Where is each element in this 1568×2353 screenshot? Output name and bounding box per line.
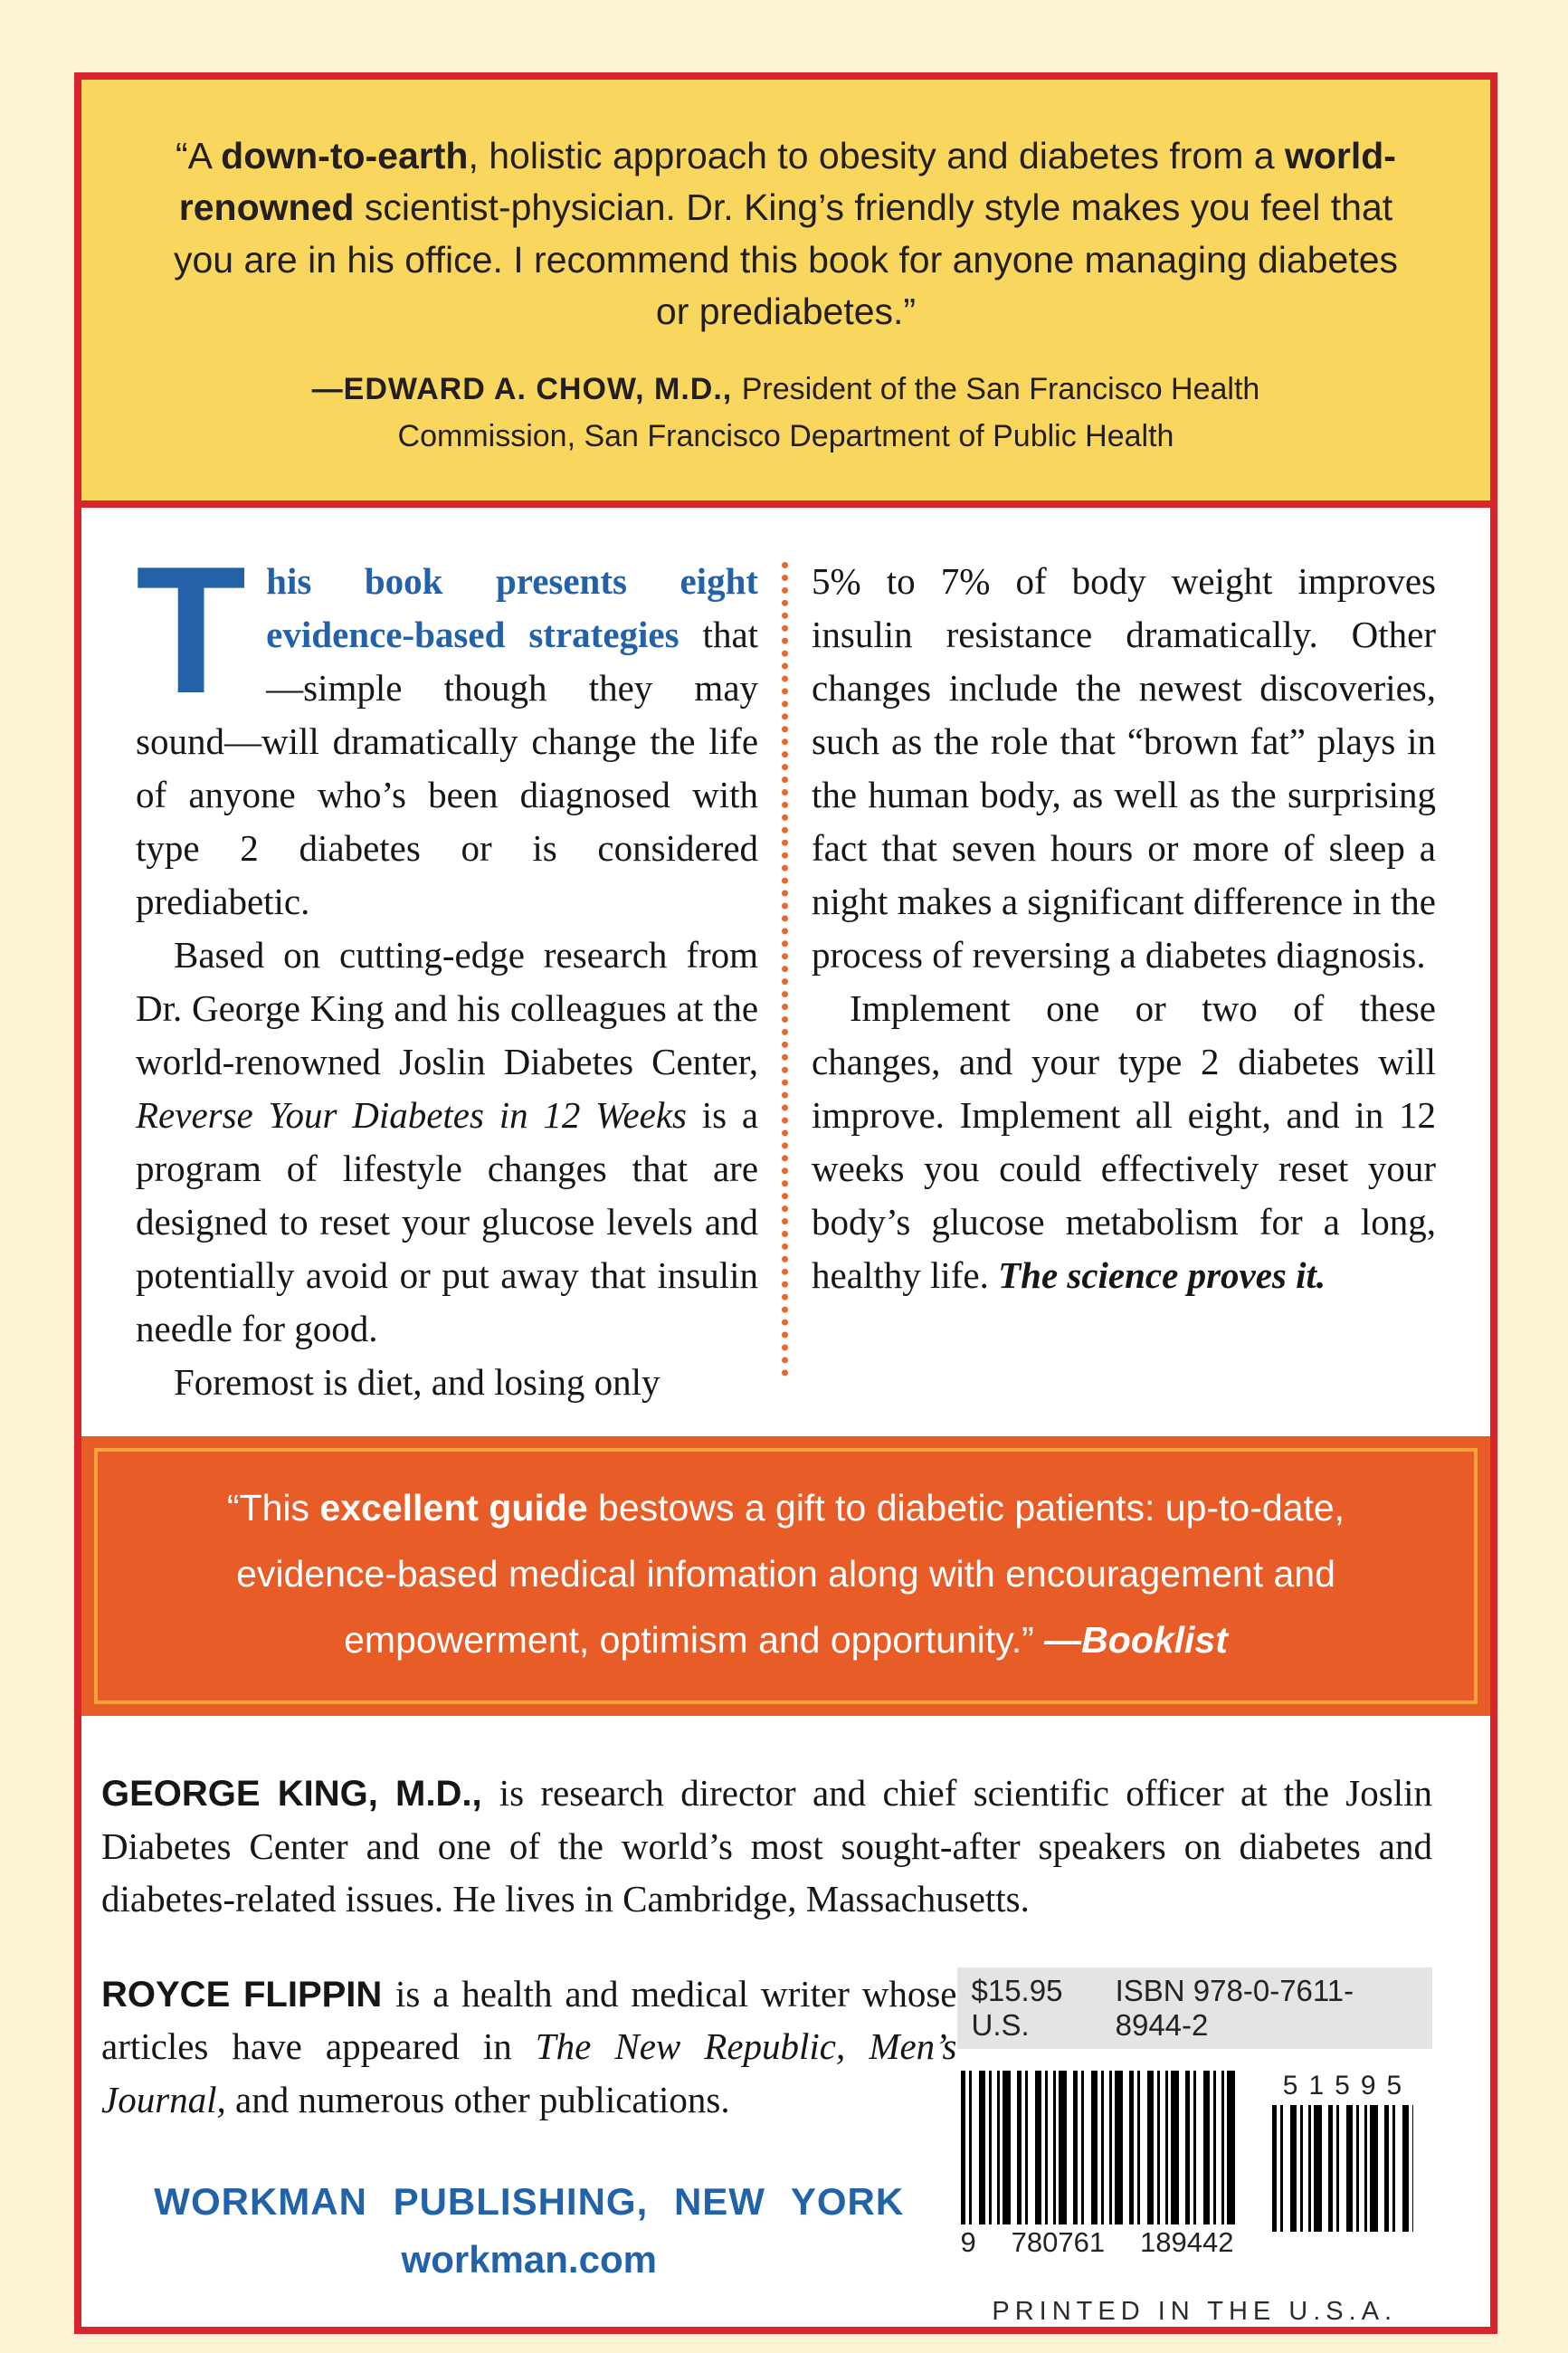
publisher-block <box>101 2180 957 2282</box>
ean-digit-group-2: 189442 <box>1140 2225 1234 2258</box>
ean-digit-group-1: 780761 <box>1011 2225 1106 2258</box>
right-paragraph-1: 5% to 7% of body weight improves insulin resistance dramatically. Other changes include the newest discoveries, such as the role that “brown fat” plays in the human body, as well as the surprising fact that seven hours or more of sleep a night makes a significant difference in the process of reversing a diabetes diagnosis. <box>812 559 1436 976</box>
booklist-quote-panel <box>81 1436 1490 1716</box>
author-section <box>81 1716 1490 2326</box>
supplement-digits: 51595 <box>1282 2070 1413 2101</box>
dotted-column-divider <box>782 562 788 1377</box>
top-quote-text: “A down-to-earth, holistic approach to obesity and diabetes from a world-renowned scientist-physician. Dr. King’s friendly style makes you feel that you are in his office. I recommend this book for anyone managing diabetes or prediabetes.” <box>173 135 1399 333</box>
drop-cap-letter: T <box>136 529 247 731</box>
price-label: $15.95 U.S. <box>971 1973 1063 2042</box>
booklist-quote-inner-border <box>94 1448 1478 1704</box>
body-right-column <box>812 555 1436 1410</box>
lead-paragraph <box>136 529 759 929</box>
left-paragraph-3: Foremost is diet, and losing only <box>174 1361 660 1404</box>
booklist-quote-text: “This excellent guide bestows a gift to diabetic patients: up-to-date, evidence-based medical infomation along with encouragement and empowerment, optimism and opportunity.” —Booklist <box>226 1487 1345 1662</box>
publisher-website: workman.com <box>401 2237 657 2281</box>
top-quote-attribution <box>248 366 1325 461</box>
attribution-name: —EDWARD A. CHOW, M.D., <box>311 371 742 406</box>
body-left-column <box>136 529 759 1410</box>
publisher-name: WORKMAN PUBLISHING, NEW YORK <box>154 2179 905 2223</box>
bottom-left-column <box>101 1967 957 2327</box>
top-quote-panel <box>81 80 1490 508</box>
ean-barcode-digits <box>961 2226 1240 2259</box>
supplement-barcode <box>1272 2071 1413 2259</box>
cover-frame <box>74 72 1497 2334</box>
author-bio-royce-flippin: ROYCE FLIPPIN is a health and medical writer whose articles have appeared in The New Republic, Men’s Journal, and numerous other publications. <box>101 1972 957 2120</box>
attribution-title: President of the San Francisco Health Commission, San Francisco Department of Public Health <box>397 371 1260 454</box>
isbn-label: ISBN 978-0-7611-8944-2 <box>1115 1973 1354 2042</box>
lead-blue-text: his book presents eight evidence-based strategies <box>266 559 759 655</box>
supplement-barcode-bars <box>1272 2105 1413 2232</box>
ean-barcode-bars <box>961 2071 1240 2224</box>
printed-in-usa-label: PRINTED IN THE U.S.A. <box>992 2296 1398 2326</box>
lead-rest-text: that—simple though they may sound—will dramatically change the life of anyone who’s been diagnosed with type 2 diabetes or is considered prediabetic. <box>136 613 759 923</box>
bottom-row <box>101 1967 1432 2327</box>
barcode-row <box>957 2071 1433 2259</box>
body-columns <box>81 508 1490 1410</box>
ean-barcode <box>961 2071 1240 2259</box>
barcode-block <box>957 1967 1433 2327</box>
left-paragraph-2: Based on cutting-edge research from Dr. George King and his colleagues at the world-renowned Joslin Diabetes Center, Reverse Your Diabetes in 12 Weeks is a program of lifestyle changes that are designed to reset your glucose levels and potentially avoid or put away that insulin needle for good. <box>136 934 759 1350</box>
author-bio-george-king: GEORGE KING, M.D., is research director and chief scientific officer at the Joslin Diabetes Center and one of the world’s most sought-after speakers on diabetes and diabetes-related issues. He lives in Cambridge, Massachusetts. <box>101 1772 1432 1920</box>
ean-digit-lead: 9 <box>960 2225 976 2258</box>
right-paragraph-2: Implement one or two of these changes, and your type 2 diabetes will improve. Implement all eight, and in 12 weeks you could effectively reset your body’s glucose metabolism for a long, healthy life. The science proves it. <box>812 987 1436 1297</box>
price-isbn-strip <box>957 1967 1433 2049</box>
